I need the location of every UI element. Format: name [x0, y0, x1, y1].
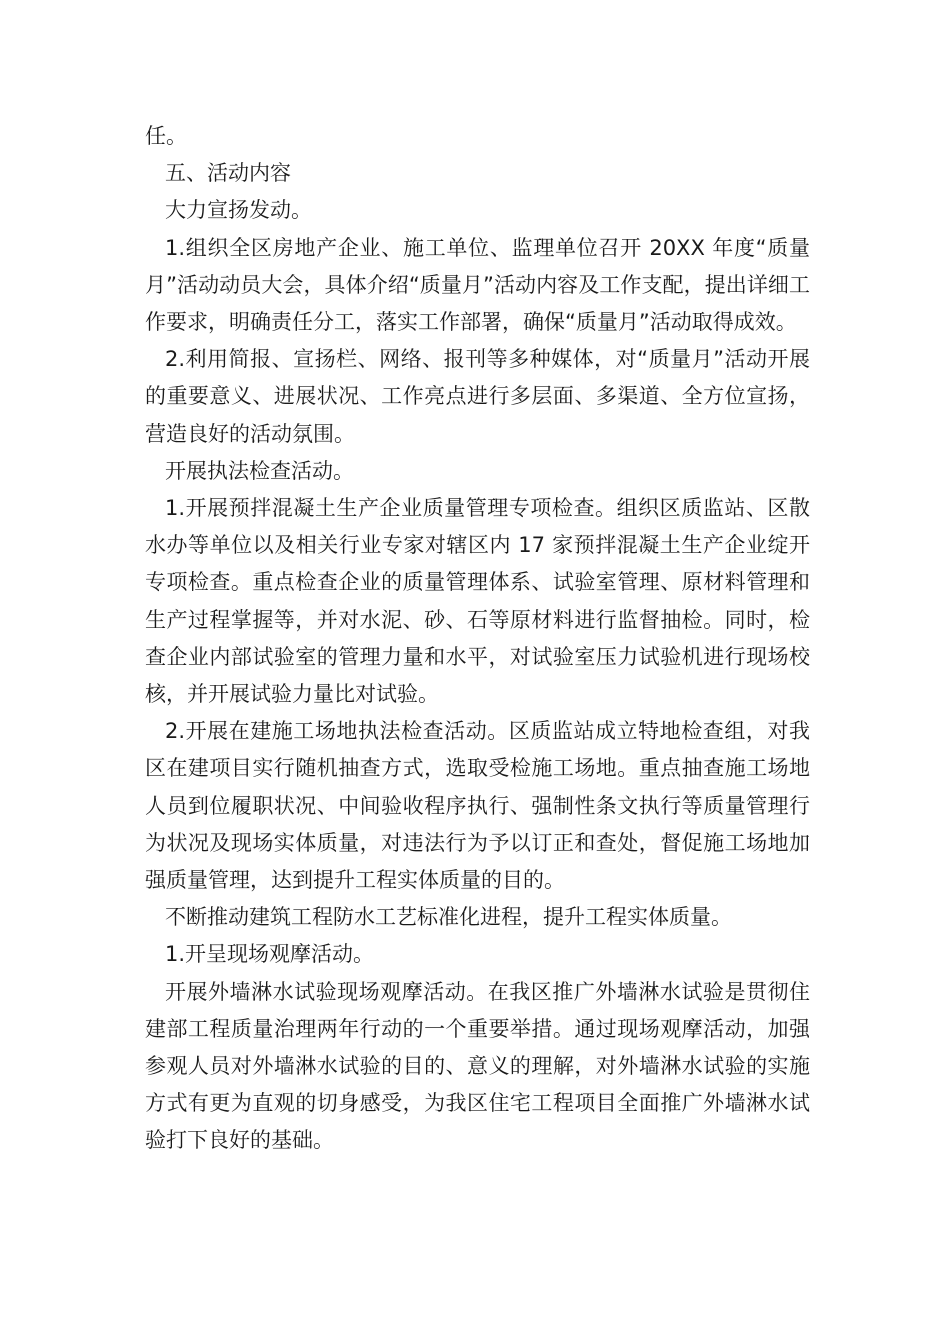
- document-body: [145, 118, 810, 1160]
- subsection-heading: 开展执法检查活动。: [165, 458, 354, 483]
- paragraph: 1.组织全区房地产企业、施工单位、监理单位召开 20XX 年度“质量月”活动动员大会，具体介绍“质量月”活动内容及工作支配，提出详细工作要求，明确责任分工，落实工作部署，确保“质量月”活动取得成效。: [145, 235, 810, 335]
- paragraph: 1.开展预拌混凝土生产企业质量管理专项检查。组织区质监站、区散水办等单位以及相关行业专家对辖区内 17 家预拌混凝土生产企业绽开专项检查。重点检查企业的质量管理体系、试验室管理、原材料管理和生产过程掌握等，并对水泥、砂、石等原材料进行监督抽检。同时，检查企业内部试验室的管理力量和水平，对试验室压力试验机进行现场校核，并开展试验力量比对试验。: [145, 496, 810, 707]
- list-item-heading: 1.开呈现场观摩活动。: [165, 942, 375, 967]
- paragraph: 2.开展在建施工场地执法检查活动。区质监站成立特地检查组，对我区在建项目实行随机抽查方式，选取受检施工场地。重点抽查施工场地人员到位履职状况、中间验收程序执行、强制性条文执行等质量管理行为状况及现场实体质量，对违法行为予以订正和查处，督促施工场地加强质量管理，达到提升工程实体质量的目的。: [145, 719, 810, 893]
- section-heading: 五、活动内容: [165, 161, 291, 186]
- paragraph: 开展外墙淋水试验现场观摩活动。在我区推广外墙淋水试验是贯彻住建部工程质量治理两年行动的一个重要举措。通过现场观摩活动，加强参观人员对外墙淋水试验的目的、意义的理解，对外墙淋水试验的实施方式有更为直观的切身感受，为我区住宅工程项目全面推广外墙淋水试验打下良好的基础。: [145, 979, 810, 1153]
- paragraph: 2.利用简报、宣扬栏、网络、报刊等多种媒体，对“质量月”活动开展的重要意义、进展状况、工作亮点进行多层面、多渠道、全方位宣扬，营造良好的活动氛围。: [145, 347, 810, 446]
- paragraph-continuation: 任。: [145, 124, 187, 148]
- subsection-heading: 大力宣扬发动。: [165, 198, 312, 223]
- subsection-heading: 不断推动建筑工程防水工艺标准化进程，提升工程实体质量。: [165, 905, 732, 930]
